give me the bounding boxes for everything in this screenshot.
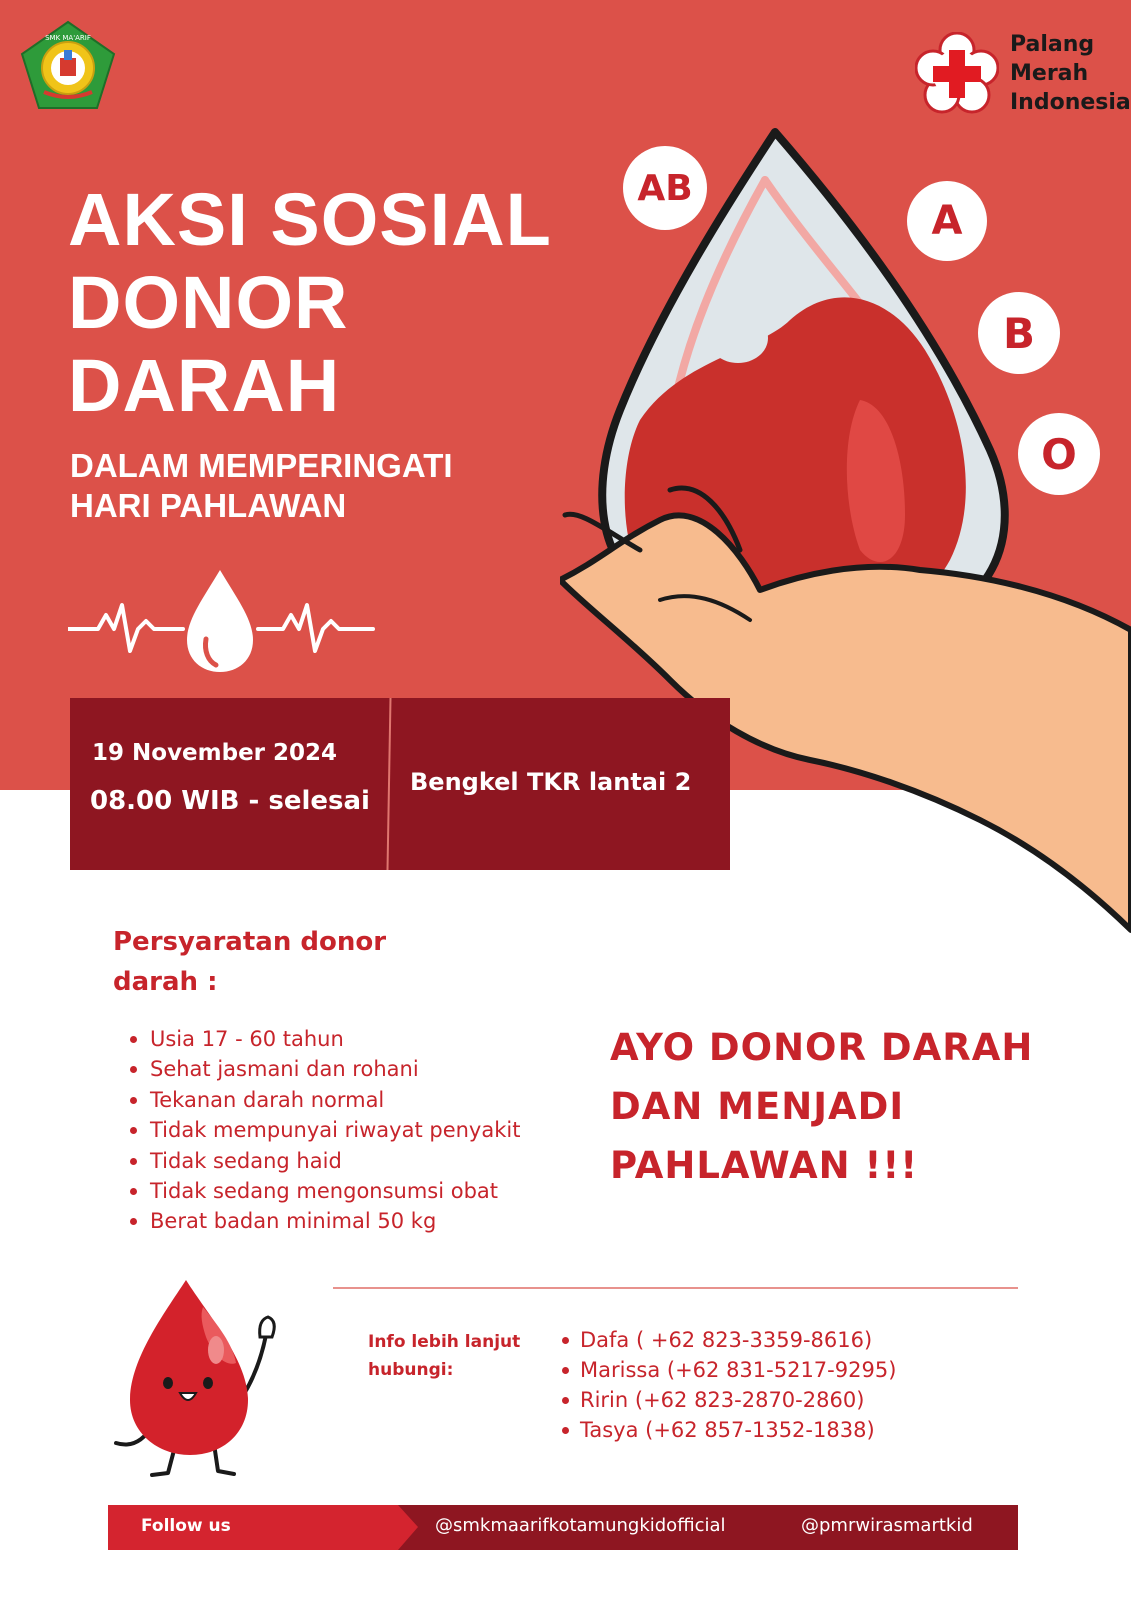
blood-type-badge-b: B	[978, 292, 1060, 374]
pmi-line-1: Palang	[1010, 32, 1095, 57]
page-title	[68, 178, 628, 427]
requirement-item: Tidak sedang mengonsumsi obat	[128, 1176, 588, 1206]
page-subtitle	[70, 446, 570, 526]
subtitle-line-2: HARI PAHLAWAN	[70, 487, 347, 524]
requirement-item: Tidak mempunyai riwayat penyakit	[128, 1115, 588, 1145]
contact-item: Dafa ( +62 823-3359-8616)	[560, 1325, 980, 1355]
requirement-item: Usia 17 - 60 tahun	[128, 1024, 588, 1054]
call-to-action	[610, 1018, 1110, 1195]
social-handle-school[interactable]: @smkmaarifkotamungkidofficial	[435, 1515, 726, 1536]
cta-line-3: PAHLAWAN !!!	[610, 1144, 919, 1187]
event-divider	[386, 698, 391, 870]
social-handle-pmr[interactable]: @pmrwirasmartkid	[801, 1515, 973, 1536]
title-line-3: DARAH	[68, 344, 341, 427]
heartbeat-drop-icon	[68, 565, 378, 675]
title-line-1: AKSI SOSIAL	[68, 178, 552, 261]
event-date: 19 November 2024	[92, 740, 338, 766]
cta-line-1: AYO DONOR DARAH	[610, 1026, 1034, 1069]
blood-type-badge-ab: AB	[623, 146, 707, 230]
red-cross-flower-icon	[915, 32, 999, 116]
requirements-title-line-1: Persyaratan donor	[113, 927, 387, 957]
requirement-item: Berat badan minimal 50 kg	[128, 1206, 588, 1236]
pmi-line-2: Merah	[1010, 61, 1089, 86]
blood-type-badge-a: A	[907, 181, 987, 261]
contact-label-line-2: hubungi:	[368, 1360, 454, 1380]
school-emblem-icon	[20, 20, 116, 110]
requirements-list	[128, 1024, 588, 1237]
contact-item: Marissa (+62 831-5217-9295)	[560, 1355, 980, 1385]
event-place: Bengkel TKR lantai 2	[410, 768, 692, 796]
cta-line-2: DAN MENJADI	[610, 1085, 905, 1128]
title-line-2: DONOR	[68, 261, 349, 344]
requirement-item: Tidak sedang haid	[128, 1146, 588, 1176]
blood-drop-mascot-icon	[108, 1275, 288, 1485]
pmi-logo-text	[1010, 30, 1131, 117]
contact-label	[368, 1328, 553, 1384]
requirement-item: Sehat jasmani dan rohani	[128, 1054, 588, 1084]
section-divider	[333, 1287, 1018, 1289]
school-logo	[20, 20, 116, 110]
contact-label-line-1: Info lebih lanjut	[368, 1332, 521, 1352]
contact-item: Ririn (+62 823-2870-2860)	[560, 1385, 980, 1415]
requirements-title	[113, 922, 433, 1002]
pmi-logo	[915, 30, 1131, 116]
blood-type-badge-o: O	[1018, 413, 1100, 495]
requirements-title-line-2: darah :	[113, 967, 218, 997]
follow-label: Follow us	[141, 1516, 231, 1536]
pmi-line-3: Indonesia	[1010, 90, 1131, 115]
heartbeat-line	[68, 565, 378, 675]
requirement-item: Tekanan darah normal	[128, 1085, 588, 1115]
school-emblem-text: SMK MA'ARIF	[45, 34, 91, 42]
contact-item: Tasya (+62 857-1352-1838)	[560, 1415, 980, 1445]
subtitle-line-1: DALAM MEMPERINGATI	[70, 447, 453, 484]
event-info-box	[70, 698, 730, 870]
contact-list	[560, 1325, 980, 1445]
follow-bar	[108, 1505, 1018, 1550]
event-time: 08.00 WIB - selesai	[90, 786, 370, 816]
blood-drop-mascot	[108, 1275, 288, 1485]
